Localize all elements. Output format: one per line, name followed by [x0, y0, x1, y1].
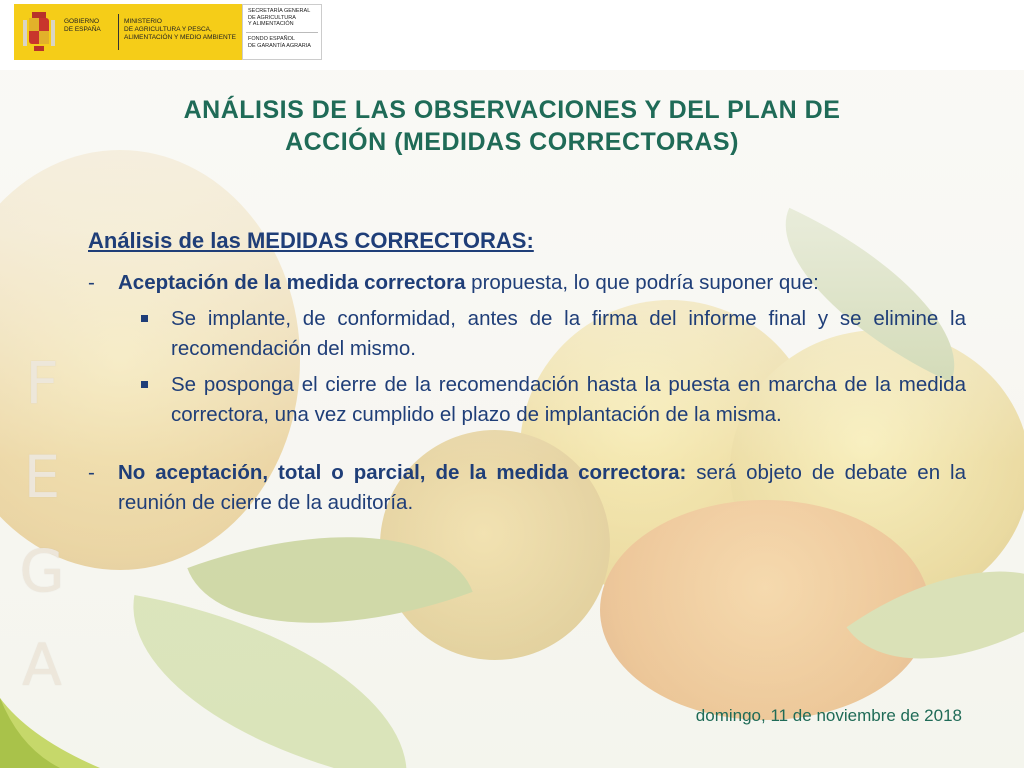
section-heading: Análisis de las MEDIDAS CORRECTORAS: [88, 228, 534, 253]
slide-title: ANÁLISIS DE LAS OBSERVACIONES Y DEL PLAN DE ACCIÓN (MEDIDAS CORRECTORAS) [183, 96, 841, 156]
header-logos [0, 0, 1024, 70]
gobierno-text: GOBIERNO DE ESPAÑA [64, 18, 101, 33]
ministerio-text: MINISTERIO DE AGRICULTURA Y PESCA, ALIMENTACIÓN Y MEDIO AMBIENTE [124, 18, 236, 41]
sub-list-item: Se implante, de conformidad, antes de la firma del informe final y se elimine la recomendación del mismo. [88, 304, 966, 364]
secretaria-text: SECRETARÍA GENERAL DE AGRICULTURA Y ALIMENTACIÓN [248, 8, 311, 27]
list-item [88, 268, 966, 298]
square-bullet-icon [141, 315, 148, 322]
dash-bullet: - [88, 461, 95, 484]
secretaria-logo [242, 4, 322, 60]
square-bullet-icon [141, 381, 148, 388]
list-item-text: será objeto de debate en la reunión de cierre de la auditoría. [118, 461, 966, 514]
sub-list-item: Se posponga el cierre de la recomendación hasta la puesta en marcha de la medida correctora, una vez cumplido el plazo de implantación de la misma. [88, 370, 966, 430]
footer-date: domingo, 11 de noviembre de 2018 [695, 706, 962, 725]
fega-watermark: F E G A [19, 349, 65, 699]
page-curl-icon [0, 658, 110, 768]
gobierno-logo [14, 4, 242, 60]
list-item-text: propuesta, lo que podría suponer que: [465, 271, 819, 294]
list-item [88, 458, 966, 518]
list-item-bold: No aceptación, total o parcial, de la medida correctora: [118, 461, 687, 484]
slide-body [88, 268, 966, 518]
fondo-text: FONDO ESPAÑOL DE GARANTÍA AGRARIA [248, 36, 311, 49]
dash-bullet: - [88, 271, 95, 294]
list-item-bold: Aceptación de la medida correctora [118, 271, 466, 294]
coat-of-arms-icon [22, 10, 56, 54]
